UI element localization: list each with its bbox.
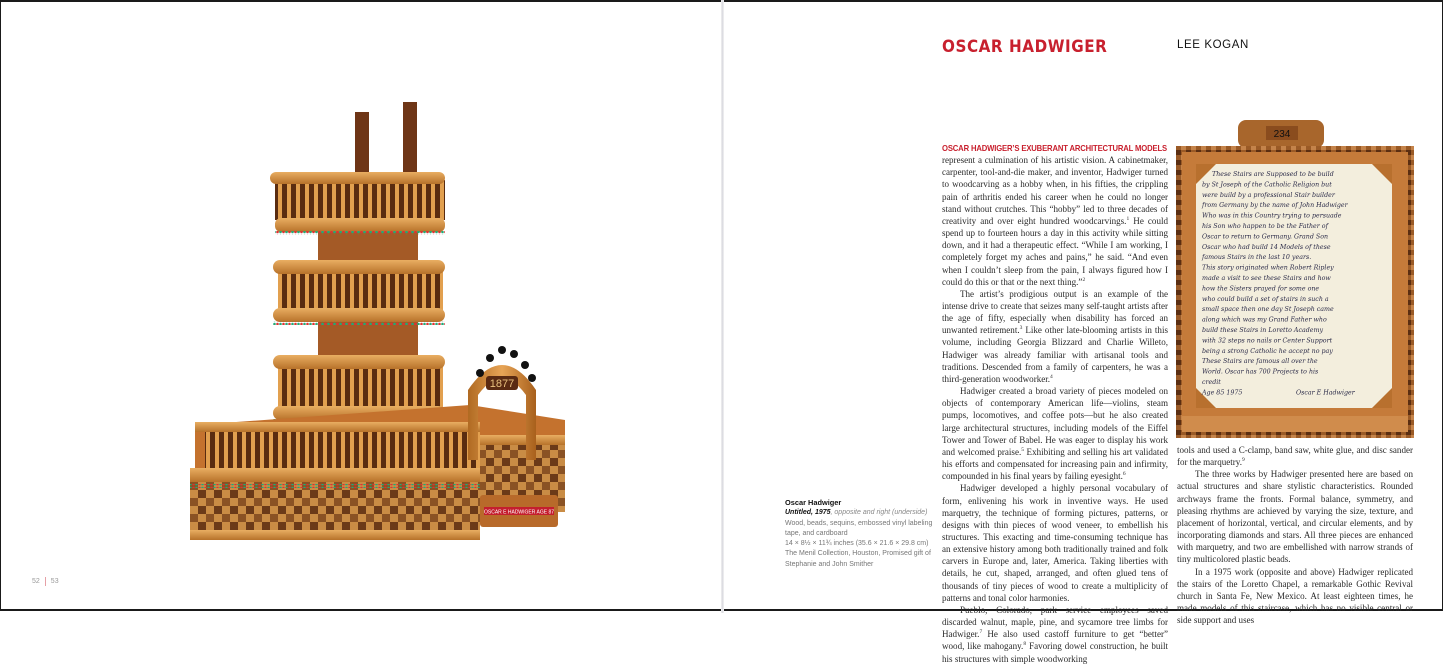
handwriting-line: These Stairs are Supposed to be build (1212, 171, 1334, 178)
folio (32, 577, 59, 586)
page-number-left: 52 (32, 578, 40, 585)
handwriting-line: credit (1202, 379, 1221, 386)
handwriting-line: This story originated when Robert Ripley (1202, 264, 1334, 272)
signature: Oscar E Hadwiger (1296, 389, 1355, 397)
handwriting-line: by St Joseph of the Catholic Religion but (1202, 181, 1332, 189)
handwriting-line: along which was my Grand Father who (1202, 316, 1327, 324)
handwriting-line: Age 85 1975 (1202, 389, 1243, 397)
lead-in: OSCAR HADWIGER’S EXUBERANT ARCHITECTURAL MODELS (942, 143, 1167, 153)
spiral-tiers (270, 172, 445, 423)
footnote-ref[interactable]: 3 (1019, 325, 1023, 332)
paragraph-text: The artist’s prodigious output is an example of the intense drive to create that seizes many self-taught artists after the age of fifty, especially when disability has forced an unwanted retirement. (942, 288, 1168, 336)
artwork-caption (785, 498, 945, 570)
footnote-ref[interactable]: 5 (1021, 446, 1024, 453)
paragraph: In a 1975 work (opposite and above) Hadwiger replicated the stairs of the Loretto Chapel, a remarkable Gothic Revival church in Santa Fe, New Mexico. At least eighteen times, he made models of this staircase, which has no visible central or side support and uses (1177, 566, 1413, 626)
paragraph-text: tools and used a C-clamp, band saw, white glue, and disc sander for the marquetry. (1177, 445, 1413, 468)
handwriting-line: Oscar who had build 14 Models of these (1202, 243, 1331, 251)
caption-work-title: Untitled, 1975 (785, 509, 831, 517)
paragraph-text: Pueblo, Colorado, park service employees saved discarded walnut, maple, pine, and sycamore tree limbs for Hadwiger. (942, 604, 1168, 640)
lead-in-line (942, 142, 1168, 154)
plaque-year: 1877 (489, 378, 515, 390)
frame-bottom-rail (1182, 416, 1408, 432)
handwriting-line: being a strong Catholic he accept no pay (1202, 347, 1333, 355)
handwriting-line: made a visit to see these Stairs and how (1202, 275, 1331, 282)
handwriting-line: his Son who happen to be the Father of (1202, 223, 1328, 230)
paragraph-text: Favoring dowel construction, he built his structures with simple woodworking (942, 641, 1168, 664)
paragraph (942, 385, 1168, 482)
body-column-1 (942, 142, 1168, 665)
handwriting-line: from Germany by the name of John Hadwiger (1202, 202, 1348, 210)
handwriting-line: Oscar to return to Germany. Grand Son (1202, 233, 1329, 241)
handwriting-line: how the Sisters prayed for some one (1202, 285, 1320, 293)
paragraph: The three works by Hadwiger presented here are based on actual structures and share stylistic characteristics. Rounded archways frame the fronts. Formal balance, symmetry, and pleasing rhythms are achieved by varying the size, texture, and placement of horizontal, vertical, and circular elements, and by incorporating diamonds and stars. All three pieces are enhanced with marquetry, and two are embellished with narrow strands of tiny multicolored plastic beads. (1177, 469, 1413, 565)
handwriting-line: were build by a professional Stair builder (1202, 191, 1335, 199)
footnote-ref[interactable]: 2 (1082, 276, 1086, 283)
paragraph-text: Hadwiger created a broad variety of pieces modeled on objects of contemporary American life—violins, steam pumps, locomotives, and coffee pots—but he also created large architectural structures, including models of the Eiffel Tower and Tower of Babel. He was eager to display his work and welcomed praise. (942, 386, 1168, 457)
paragraph (942, 288, 1168, 385)
caption-view-note: , opposite and right (underside) (830, 509, 928, 517)
footnote-ref[interactable]: 9 (1241, 457, 1245, 464)
handwriting-line: These Stairs are famous all over the (1202, 358, 1318, 366)
caption-artist: Oscar Hadwiger (785, 498, 842, 507)
post (403, 102, 417, 172)
paragraph-text: Exhibiting and selling his art validated his efforts and compensated for increasing pain and infirmity, compounded in his final years by failing eyesight. (942, 446, 1168, 482)
paragraph: Hadwiger developed a highly personal vocabulary of form, enlivening his work in inventive ways. He used marquetry, the technique of forming pictures, patterns, or designs with thin pieces of wood veneer, to embellish his structures. This exacting and time-consuming technique has an extensive history among both traditionally trained and folk carvers in Europe and, later, America. Taking liberties with details, he cut, shaped, arranged, and often glued tens of thousands of tiny pieces of wood to create a multiplicity of patterns and tonal color harmonies. (942, 483, 1168, 603)
handwriting-line: World. Oscar has 700 Projects to his (1202, 368, 1319, 376)
handwriting-line: build these Stairs in Loretto Academy (1202, 327, 1324, 334)
paragraph-text: He could spend up to fourteen hours a day in this activity while sitting down, and it had a therapeutic effect. “While I am working, I completely forget my aches and pains,” he said. “And even when I couldn’t sleep from the pain, I always figured how I could do this or that or the next thing.” (942, 215, 1169, 287)
post (355, 112, 369, 182)
paragraph (1177, 444, 1413, 468)
paragraph (942, 604, 1168, 665)
footnote-ref[interactable]: 4 (1050, 373, 1053, 380)
chapter-title: OSCAR HADWIGER (942, 37, 1108, 56)
footnote-ref[interactable]: 1 (1126, 215, 1130, 222)
handwriting-line: small space then one day St Joseph came (1202, 306, 1334, 314)
tag-number: 234 (1273, 129, 1291, 140)
footnote-ref[interactable]: 7 (979, 629, 983, 636)
page-number-right: 53 (50, 578, 59, 585)
caption-title-line (785, 508, 945, 518)
footnote-ref[interactable]: 6 (1122, 471, 1126, 478)
caption-dimensions: 14 × 8½ × 11¾ inches (35.6 × 21.6 × 29.8 cm) (785, 540, 929, 548)
caption-materials: Wood, beads, sequins, embossed vinyl labeling tape, and cardboard (785, 519, 933, 537)
handwriting-line: with 32 steps no nails or Center Support (1202, 337, 1333, 345)
book-gutter (721, 0, 724, 613)
handwriting-line: Who was in this Country trying to persuade (1202, 212, 1342, 220)
handwriting-line: who could build a set of stairs in such a (1202, 295, 1329, 303)
chapter-author: LEE KOGAN (1177, 39, 1249, 51)
spiral-staircase-sculpture-photo (150, 90, 570, 570)
footnote-ref[interactable]: 8 (1023, 641, 1027, 648)
plaque-label: OSCAR E HADWIGER AGE 87 (483, 509, 555, 516)
framed-handwritten-letter-photo (1176, 120, 1414, 438)
paragraph-text: represent a culmination of his artistic vision. A cabinetmaker, carpenter, tool-and-die maker, and inventor, Hadwiger turned to woodcarving as a hobby when, in his fifties, the crippling pain of arthritis ended his career when he could no longer stand without crutches. This “hobby” led to three decades of creativity and over eight hundred woodcarvings. (942, 155, 1168, 226)
paragraph-text: Like other late-blooming artists in this volume, including Georgia Blizzard and Charlie Willeto, Hadwiger was already familiar with artisanal tools and traditions. Descended from a family of carpenters, he was a third-generation woodworker. (942, 325, 1168, 384)
paragraph (942, 142, 1168, 288)
caption-credit: The Menil Collection, Houston, Promised gift of Stephanie and John Smither (785, 550, 931, 568)
handwriting-line: famous Stairs in the last 10 years. (1202, 254, 1312, 262)
paragraph-text: He also used castoff furniture to get “better” wood, like mahogany. (942, 629, 1168, 652)
body-column-2 (1177, 444, 1413, 626)
folio-divider (45, 577, 46, 586)
